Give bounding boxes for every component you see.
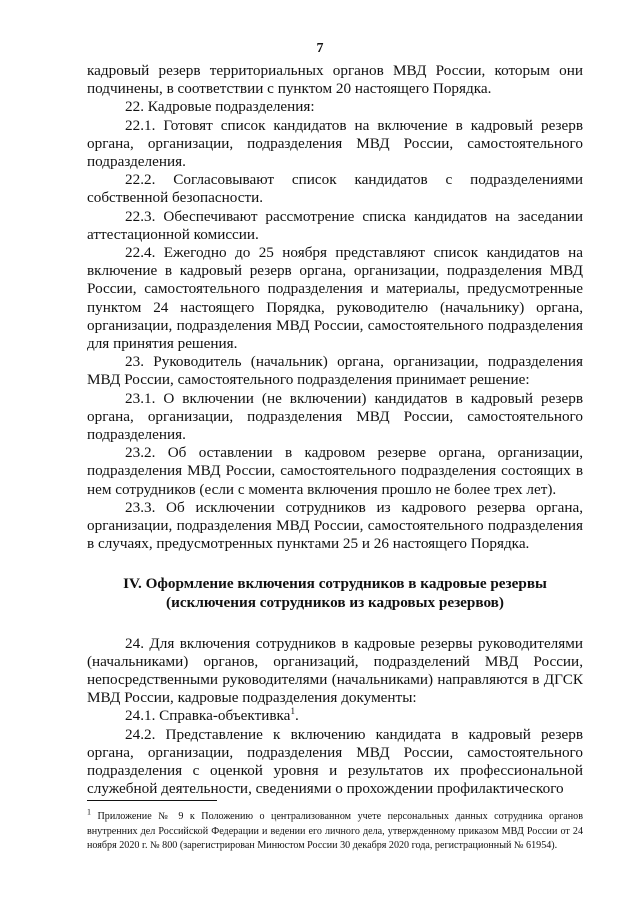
document-body	[87, 62, 583, 799]
footnote-number: 1	[87, 807, 91, 817]
footnote	[87, 807, 583, 854]
paragraph: кадровый резерв территориальных органов МВД России, которым они подчинены, в соответствии с пунктом 20 настоящего Порядка.	[87, 62, 583, 98]
paragraph: 23.2. Об оставлении в кадровом резерве органа, организации, подразделения МВД России, самостоятельного подразделения состоящих в нем сотрудников (если с момента включения прошло не более трех лет).	[87, 444, 583, 498]
paragraph: 24.2. Представление к включению кандидата в кадровый резерв органа, организации, подразделения МВД России, самостоятельного подразделения с оценкой уровня и результатов их профессиональной служебной деятельности, сведениями о прохождении профилактического	[87, 725, 583, 798]
paragraph-text: 24.1. Справка-объективка	[125, 707, 291, 725]
section-heading	[87, 575, 583, 612]
paragraph: 24.1. Справка-объективка$^1$.	[125, 706, 299, 725]
footnote-text: Приложение № 9 к Положению о централизованном учете персональных данных сотрудника органов внутренних дел Российской Федерации и ведении его личного дела, утвержденному приказом МВД России от 24 ноября 2020 г. № 800 (зарегистрирован Минюстом России 30 декабря 2020 года, регистрационный № 61954).	[87, 811, 583, 852]
paragraph: 22.1. Готовят список кандидатов на включение в кадровый резерв органа, организации, подразделения МВД России, самостоятельного подразделения.	[87, 116, 583, 171]
paragraph: 23. Руководитель (начальник) органа, организации, подразделения МВД России, самостоятельного подразделения принимает решение:	[87, 353, 583, 389]
paragraph: 23.1. О включении (не включении) кандидатов в кадровый резерв органа, организации, подразделения МВД России, самостоятельного подразделения.	[87, 389, 583, 444]
paragraph: 22.4. Ежегодно до 25 ноября представляют список кандидатов на включение в кадровый резерв органа, организации, подразделения МВД России, самостоятельного подразделения и материалы, предусмотренные пунктом 24 настоящего Порядка, руководителю (начальнику) органа, организации, подразделения МВД России, самостоятельного подразделения для принятия решения.	[87, 244, 583, 353]
paragraph: 22.2. Согласовывают список кандидатов с подразделениями собственной безопасности.	[87, 171, 583, 207]
section-heading-line: (исключения сотрудников из кадровых резервов)	[166, 594, 504, 612]
paragraph: 22.3. Обеспечивают рассмотрение списка кандидатов на заседании аттестационной комиссии.	[87, 207, 583, 243]
paragraph: 23.3. Об исключении сотрудников из кадрового резерва органа, организации, подразделения МВД России, самостоятельного подразделения в случаях, предусмотренных пунктами 25 и 26 настоящего Порядка.	[87, 498, 583, 553]
page-number: 7	[316, 41, 324, 56]
footnote-reference: 1	[290, 706, 295, 717]
footnote-divider	[87, 800, 217, 801]
paragraph: 24. Для включения сотрудников в кадровые резервы руководителями (начальниками) органов, организаций, подразделений МВД России, непосредственными руководителями (начальниками) направляются в ДГСК МВД России, кадровые подразделения документы:	[87, 634, 583, 707]
section-heading-line: IV. Оформление включения сотрудников в кадровые резервы	[123, 575, 547, 593]
paragraph: 22. Кадровые подразделения:	[125, 98, 315, 116]
